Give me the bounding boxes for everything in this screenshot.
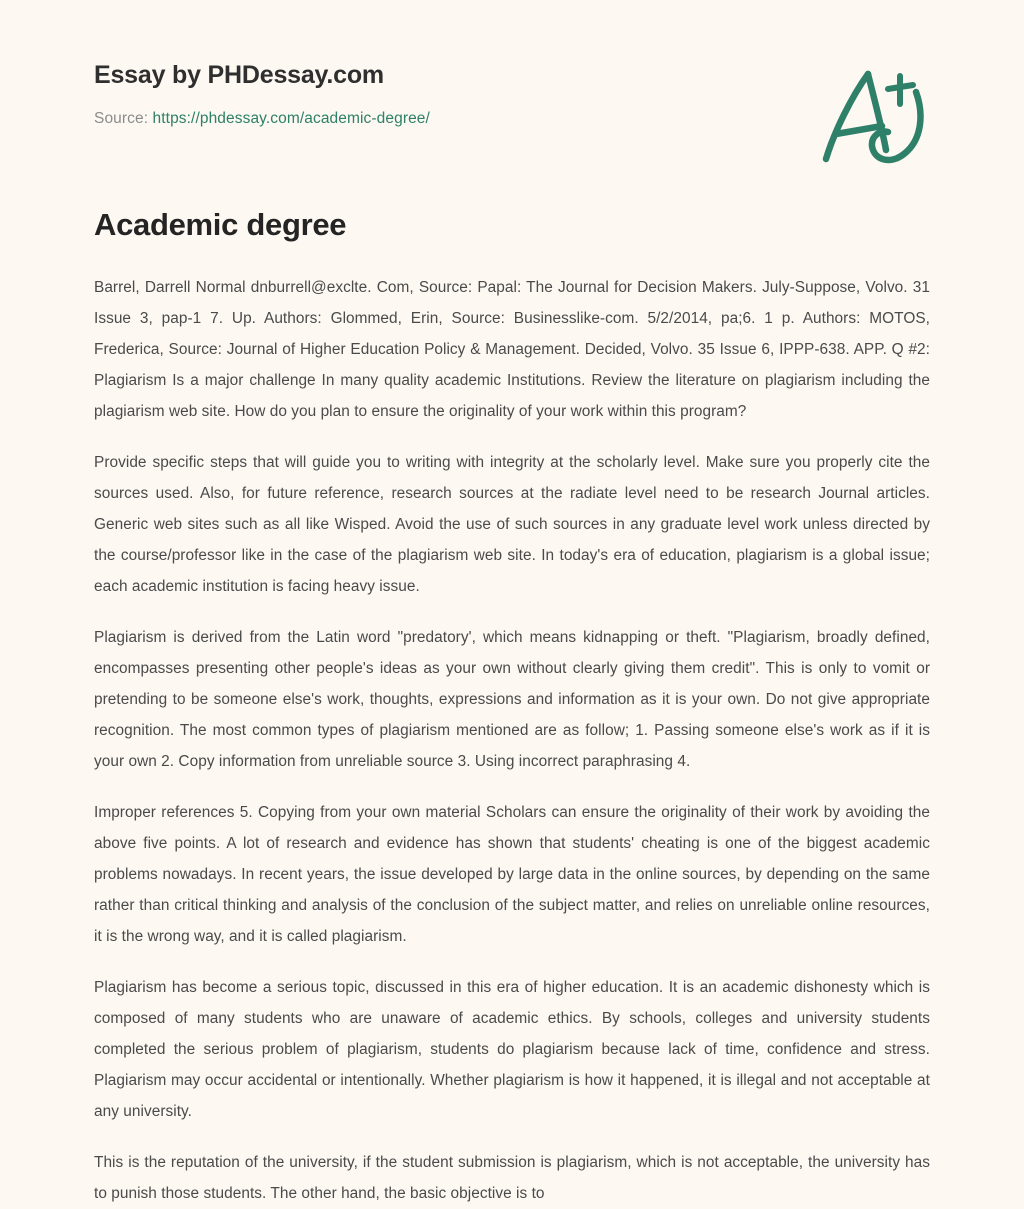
source-url-link[interactable]: https://phdessay.com/academic-degree/	[152, 109, 430, 127]
paragraph: This is the reputation of the university, if the student submission is plagiarism, which is not acceptable, the university has to punish those students. The other hand, the basic objective is to	[94, 1154, 930, 1203]
paragraph: Barrel, Darrell Normal dnburrell@exclte. Com, Source: Papal: The Journal for Decision Makers. July-Suppose, Volvo. 31 Issue 3, pap-1 7. Up. Authors: Glommed, Erin, Source: Businesslike-com. 5/2/2014, pa;6. 1 p. Authors: MOTOS, Frederica, Source: Journal of Higher Education Policy & Management. Decided, Volvo. 35 Issue 6, IPPP-638. APP. Q #2: Plagiarism Is a major challenge In many quality academic Institutions. Review the literature on plagiarism including the plagiarism web site. How do you plan to ensure the originality of your work within this program?	[94, 279, 930, 421]
paragraph: Plagiarism is derived from the Latin word "predatory', which means kidnapping or theft. "Plagiarism, broadly defined, encompasses presenting other people's ideas as your own without clearly giving them credit". This is only to vomit or pretending to be someone else's work, thoughts, expressions and information as it is your own. Do not give appropriate recognition. The most common types of plagiarism mentioned are as follow; 1. Passing someone else's work as if it is your own 2. Copy information from unreliable source 3. Using incorrect paraphrasing 4.	[94, 629, 930, 771]
source-line	[94, 110, 930, 128]
paragraph: Improper references 5. Copying from your own material Scholars can ensure the originality of their work by avoiding the above five points. A lot of research and evidence has shown that students' cheating is one of the biggest academic problems nowadays. In recent years, the issue developed by large data in the online sources, by depending on the same rather than critical thinking and analysis of the conclusion of the subject matter, and relies on unreliable online resources, it is the wrong way, and it is called plagiarism.	[94, 804, 930, 946]
a-plus-logo-icon	[812, 58, 932, 170]
source-label: Source:	[94, 109, 149, 127]
essay-body	[0, 272, 1024, 1209]
paragraph: Plagiarism has become a serious topic, discussed in this era of higher education. It is an academic dishonesty which is composed of many students who are unaware of academic ethics. By schools, colleges and university students completed the serious problem of plagiarism, students do plagiarism because lack of time, confidence and stress. Plagiarism may occur accidental or intentionally. Whether plagiarism is how it happened, it is illegal and not acceptable at any university.	[94, 979, 930, 1121]
paragraph: Provide specific steps that will guide you to writing with integrity at the scholarly level. Make sure you properly cite the sources used. Also, for future reference, research sources at the radiate level need to be research Journal articles. Generic web sites such as all like Wisped. Avoid the use of such sources in any graduate level work unless directed by the course/professor like in the case of the plagiarism web site. In today's era of education, plagiarism is a global issue; each academic institution is facing heavy issue.	[94, 454, 930, 596]
page-header	[0, 0, 1024, 150]
page-title: Academic degree	[94, 207, 347, 242]
brand-title: Essay by PHDessay.com	[94, 61, 384, 89]
